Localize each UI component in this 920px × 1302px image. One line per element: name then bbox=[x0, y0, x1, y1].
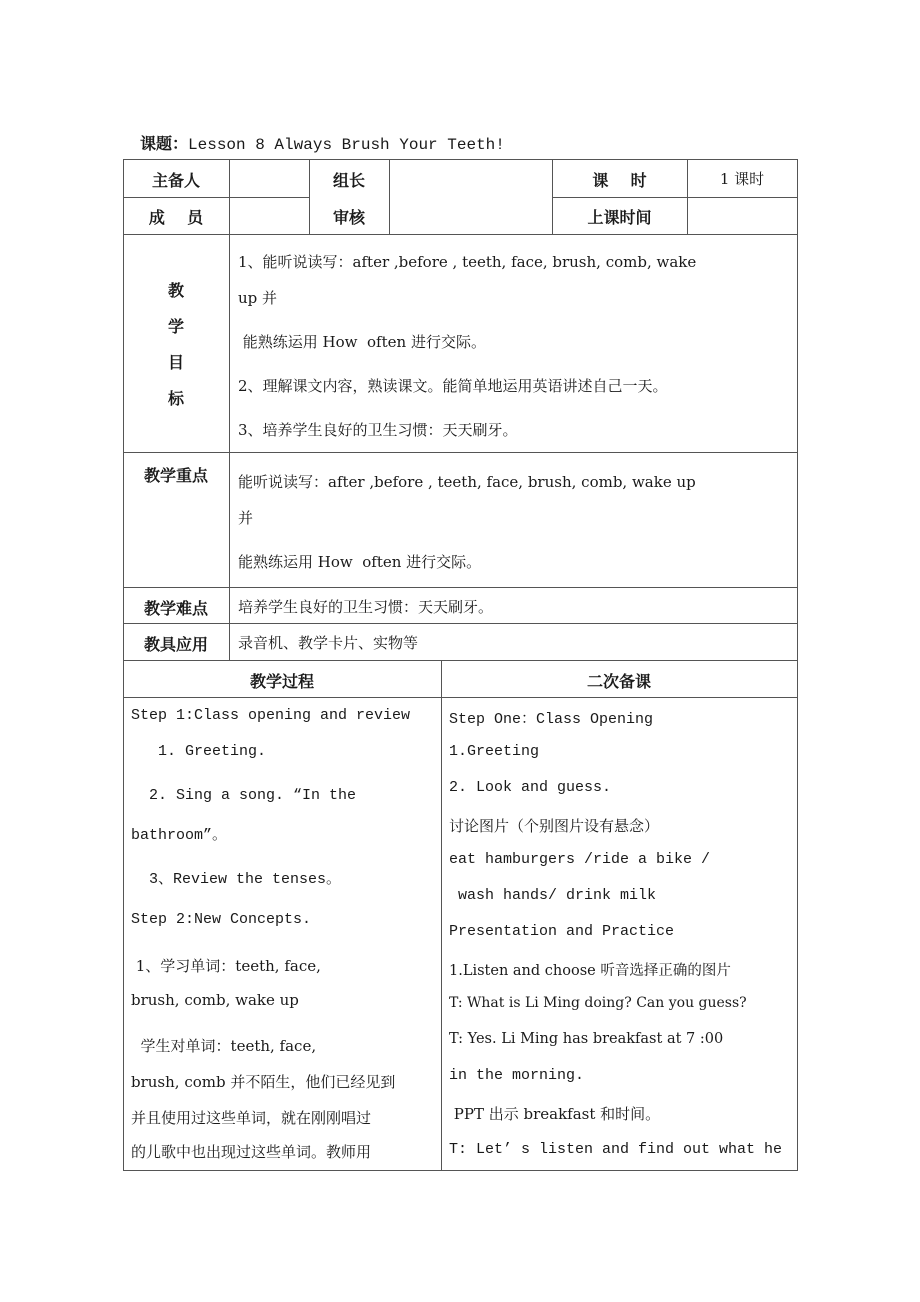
process-line: 并且使用过这些单词，就在刚刚唱过 bbox=[131, 1109, 372, 1127]
review-label: 审核 bbox=[332, 208, 365, 227]
objectives-label-char: 学 bbox=[167, 317, 184, 336]
row-divider bbox=[123, 660, 798, 661]
second-prep-line: T: Yes. Li Ming has breakfast at 7 :00 bbox=[449, 1031, 724, 1047]
process-line: 1、学习单词：teeth, face, bbox=[131, 957, 321, 975]
objectives-label-char: 教 bbox=[167, 281, 184, 300]
row-divider bbox=[123, 623, 798, 624]
row-divider bbox=[123, 697, 798, 698]
difficulties-text: 培养学生良好的卫生习惯：天天刷牙。 bbox=[238, 598, 494, 616]
title-label: 课题： bbox=[140, 134, 189, 153]
second-prep-line: Presentation and Practice bbox=[449, 923, 675, 940]
lead-preparer-label: 主备人 bbox=[151, 171, 200, 190]
class-time-label: 上课时间 bbox=[587, 208, 652, 227]
process-line: brush, comb 并不陌生，他们已经见到 bbox=[131, 1073, 396, 1091]
row-divider bbox=[123, 197, 309, 198]
objective-line: 2、理解课文内容，熟读课文。能简单地运用英语讲述自己一天。 bbox=[238, 377, 668, 395]
key-point-line: 能熟练运用 How often 进行交际。 bbox=[238, 553, 482, 571]
process-line: 3、Review the tenses。 bbox=[131, 871, 342, 888]
process-line: 的儿歌中也出现过这些单词。教师用 bbox=[131, 1143, 372, 1161]
table-border-right bbox=[797, 159, 798, 1171]
second-prep-line: Step One：Class Opening bbox=[449, 711, 654, 728]
second-prep-line: 2. Look and guess. bbox=[449, 779, 612, 796]
row-divider bbox=[552, 197, 798, 198]
difficulties-label: 教学难点 bbox=[143, 599, 208, 618]
row-divider bbox=[123, 234, 798, 235]
key-points-label: 教学重点 bbox=[143, 466, 208, 485]
lesson-title bbox=[140, 131, 505, 154]
second-prep-line: 讨论图片（个别图片设有悬念） bbox=[449, 817, 660, 835]
table-border-bottom bbox=[123, 1170, 798, 1171]
objective-line: 1、能听说读写：after ,before , teeth, face, brush, comb, wake bbox=[238, 253, 697, 271]
objective-line: 3、培养学生良好的卫生习惯：天天刷牙。 bbox=[238, 421, 518, 439]
process-line: Step 1:Class opening and review bbox=[131, 707, 411, 724]
row-divider bbox=[123, 587, 798, 588]
process-line: 1. Greeting. bbox=[131, 743, 267, 760]
col-divider bbox=[389, 159, 390, 234]
key-point-line: 并 bbox=[238, 509, 254, 527]
process-line: 2. Sing a song. “In the bbox=[131, 787, 357, 804]
teaching-aids-label: 教具应用 bbox=[143, 635, 208, 654]
group-leader-label: 组长 bbox=[332, 171, 365, 190]
process-line: Step 2:New Concepts. bbox=[131, 911, 312, 928]
teaching-aids-text: 录音机、教学卡片、实物等 bbox=[238, 634, 419, 652]
second-prep-header: 二次备课 bbox=[586, 672, 651, 691]
row-divider bbox=[123, 452, 798, 453]
process-line: 学生对单词：teeth, face, bbox=[131, 1037, 317, 1055]
second-prep-line: 1.Greeting bbox=[449, 743, 540, 760]
second-prep-line: T: What is Li Ming doing? Can you guess? bbox=[449, 995, 747, 1011]
second-prep-line: in the morning. bbox=[449, 1067, 585, 1084]
key-point-line: 能听说读写：after ,before , teeth, face, brush, comb, wake up bbox=[238, 473, 696, 491]
periods-label: 课 时 bbox=[592, 171, 647, 190]
process-line: bathroom”。 bbox=[131, 827, 228, 844]
process-header: 教学过程 bbox=[249, 672, 314, 691]
periods-value: 1 课时 bbox=[719, 170, 765, 188]
objectives-label-char: 标 bbox=[167, 389, 184, 408]
second-prep-line: 1.Listen and choose 听音选择正确的图片 bbox=[449, 963, 731, 979]
col-divider bbox=[229, 159, 230, 660]
process-line: brush, comb, wake up bbox=[131, 991, 299, 1009]
second-prep-line: T: Let’ s listen and find out what he bbox=[449, 1141, 783, 1158]
objective-line: up 并 bbox=[238, 289, 278, 307]
col-divider bbox=[441, 660, 442, 1170]
table-border-top bbox=[123, 159, 798, 160]
second-prep-line: eat hamburgers /ride a bike / bbox=[449, 851, 711, 868]
second-prep-line: PPT 出示 breakfast 和时间。 bbox=[449, 1105, 661, 1123]
title-text: Lesson 8 Always Brush Your Teeth! bbox=[188, 136, 505, 154]
objective-line: 能熟练运用 How often 进行交际。 bbox=[238, 333, 486, 351]
members-label: 成 员 bbox=[148, 208, 204, 227]
second-prep-line: wash hands/ drink milk bbox=[449, 887, 657, 904]
objectives-label-char: 目 bbox=[167, 353, 184, 372]
